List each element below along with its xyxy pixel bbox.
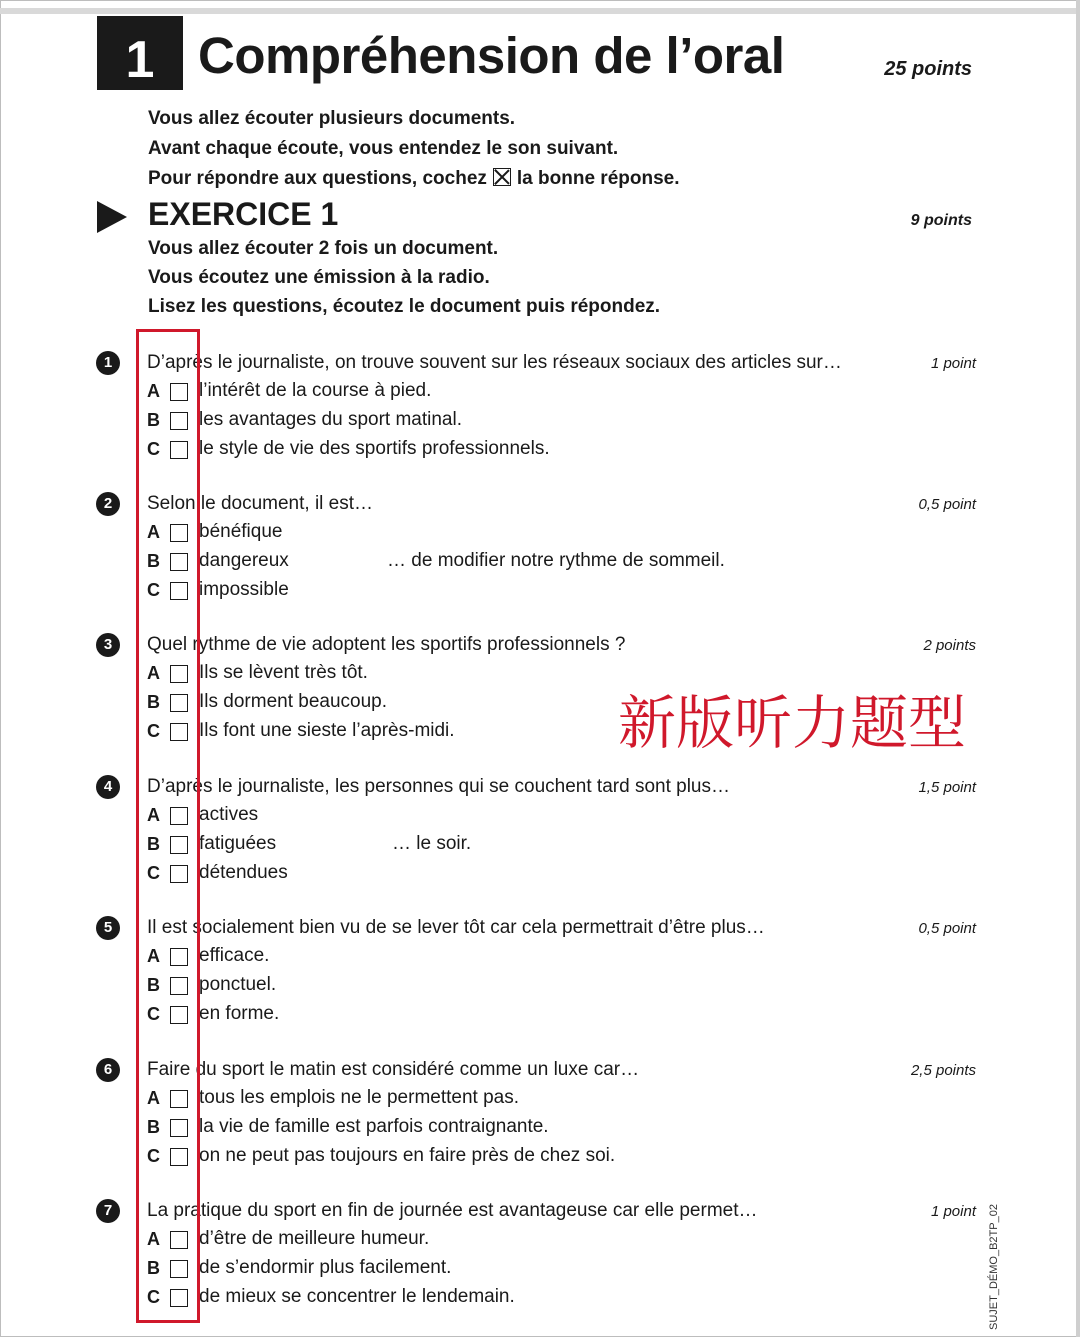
- question-text: D’après le journaliste, les personnes qui se couchent tard sont plus…: [147, 776, 730, 797]
- question-number-badge: 6: [96, 1058, 120, 1082]
- option-text: la vie de famille est parfois contraignante.: [199, 1116, 549, 1137]
- option-letter: A: [147, 805, 160, 825]
- question-text: Quel rythme de vie adoptent les sportifs professionnels ?: [147, 634, 626, 655]
- section-title: Compréhension de l’oral: [198, 27, 785, 84]
- question-4: [96, 775, 976, 915]
- option-letter: C: [147, 1146, 160, 1166]
- annotation-highlight-box: [136, 329, 200, 1323]
- instruction-line-3-start: Pour répondre aux questions, cochez: [148, 168, 487, 189]
- option-letter: B: [147, 551, 160, 571]
- option-letter: A: [147, 1088, 160, 1108]
- option-text: dangereux: [199, 550, 289, 571]
- option-letter: C: [147, 1287, 160, 1307]
- option-letter: C: [147, 863, 160, 883]
- option-text: fatiguées: [199, 833, 277, 854]
- option-letter: B: [147, 834, 160, 854]
- option-letter: C: [147, 439, 160, 459]
- option-letter: B: [147, 975, 160, 995]
- option-text: impossible: [199, 579, 289, 600]
- option-letter: A: [147, 946, 160, 966]
- instruction-line-1: Vous allez écouter plusieurs documents.: [148, 108, 516, 129]
- question-points: 1,5 point: [918, 779, 976, 796]
- option-text: actives: [199, 804, 259, 825]
- question-sentence-ending: … de modifier notre rythme de sommeil.: [387, 550, 725, 571]
- question-points: 2,5 points: [910, 1062, 976, 1079]
- option-letter: A: [147, 381, 160, 401]
- option-text: on ne peut pas toujours en faire près de chez soi.: [199, 1145, 616, 1166]
- option-letter: A: [147, 522, 160, 542]
- question-points: 1 point: [930, 355, 976, 372]
- option-letter: B: [147, 1258, 160, 1278]
- question-text: Selon le document, il est…: [147, 493, 374, 514]
- exercise-instruction-3: Lisez les questions, écoutez le document puis répondez.: [148, 296, 661, 317]
- exercise-instruction-2: Vous écoutez une émission à la radio.: [148, 267, 490, 288]
- exercise-instruction-1: Vous allez écouter 2 fois un document.: [148, 238, 499, 259]
- question-points: 0,5 point: [918, 920, 976, 937]
- question-1: [96, 351, 976, 491]
- option-text: Ils dorment beaucoup.: [199, 691, 388, 712]
- question-text: D’après le journaliste, on trouve souvent sur les réseaux sociaux des articles sur…: [147, 352, 842, 373]
- question-text: Il est socialement bien vu de se lever tôt car cela permettrait d’être plus…: [147, 917, 765, 938]
- question-points: 1 point: [930, 1203, 976, 1220]
- option-text: détendues: [199, 862, 288, 883]
- question-2: [96, 492, 976, 632]
- option-text: d’être de meilleure humeur.: [199, 1228, 430, 1249]
- option-text: de s’endormir plus facilement.: [199, 1257, 452, 1278]
- option-letter: B: [147, 1117, 160, 1137]
- option-text: le style de vie des sportifs professionnels.: [199, 438, 550, 459]
- option-text: en forme.: [199, 1003, 280, 1024]
- option-letter: A: [147, 1229, 160, 1249]
- question-number-badge: 2: [96, 492, 120, 516]
- option-text: les avantages du sport matinal.: [199, 409, 462, 430]
- instruction-line-2: Avant chaque écoute, vous entendez le son suivant.: [148, 138, 619, 159]
- exercise-points: 9 points: [910, 212, 972, 229]
- option-text: l’intérêt de la course à pied.: [199, 380, 432, 401]
- option-text: Ils se lèvent très tôt.: [199, 662, 368, 683]
- document-code: SUJET_DÉMO_B2TP_02: [988, 1204, 1000, 1330]
- option-text: bénéfique: [199, 521, 283, 542]
- option-letter: C: [147, 721, 160, 741]
- option-letter: C: [147, 580, 160, 600]
- question-number-badge: 3: [96, 633, 120, 657]
- question-sentence-ending: … le soir.: [392, 833, 472, 854]
- option-text: tous les emplois ne le permettent pas.: [199, 1087, 520, 1108]
- checked-box-icon: [493, 168, 511, 186]
- option-letter: B: [147, 410, 160, 430]
- instruction-line-3: [148, 168, 680, 190]
- question-text: La pratique du sport en fin de journée est avantageuse car elle permet…: [147, 1200, 758, 1221]
- question-points: 2 points: [923, 637, 976, 654]
- option-text: efficace.: [199, 945, 270, 966]
- question-6: [96, 1058, 976, 1198]
- option-letter: C: [147, 1004, 160, 1024]
- question-number-badge: 4: [96, 775, 120, 799]
- option-text: Ils font une sieste l’après-midi.: [199, 720, 455, 741]
- right-rule: [1076, 0, 1080, 1337]
- option-text: ponctuel.: [199, 974, 277, 995]
- question-text: Faire du sport le matin est considéré comme un luxe car…: [147, 1059, 640, 1080]
- question-number-badge: 1: [96, 351, 120, 375]
- question-points: 0,5 point: [918, 496, 976, 513]
- question-number-badge: 5: [96, 916, 120, 940]
- play-arrow-icon: [97, 201, 127, 233]
- option-letter: A: [147, 663, 160, 683]
- question-7: [96, 1199, 976, 1339]
- question-number-badge: 7: [96, 1199, 120, 1223]
- section-number: 1: [97, 16, 183, 90]
- section-points: 25 points: [884, 58, 972, 80]
- question-5: [96, 916, 976, 1056]
- option-letter: B: [147, 692, 160, 712]
- option-text: de mieux se concentrer le lendemain.: [199, 1286, 515, 1307]
- exercise-title: EXERCICE 1: [148, 196, 339, 232]
- top-rule: [0, 8, 1080, 14]
- instruction-line-3-end: la bonne réponse.: [516, 168, 680, 189]
- annotation-text: 新版听力题型: [618, 689, 967, 757]
